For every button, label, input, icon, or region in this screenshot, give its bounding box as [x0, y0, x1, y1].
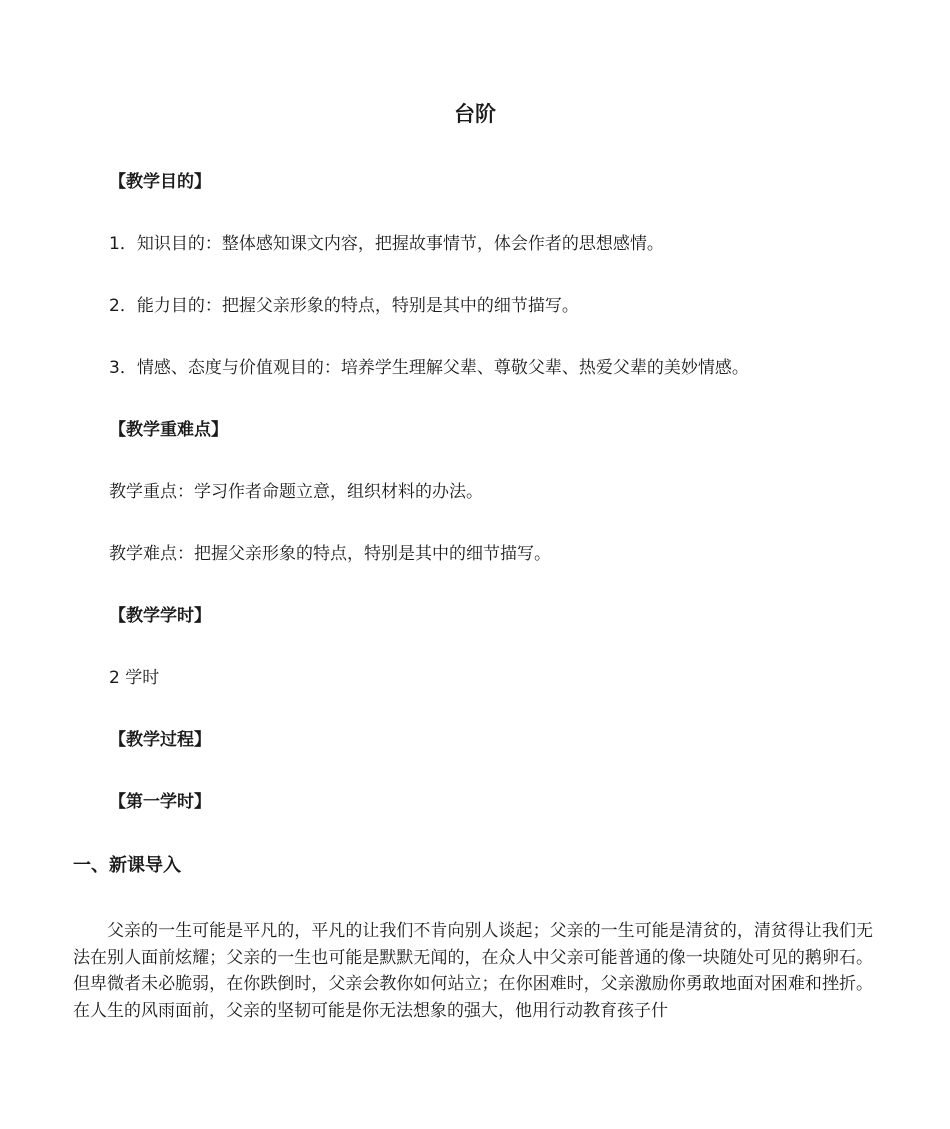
process-heading: 【教学过程】 [109, 730, 211, 750]
hours-heading: 【教学学时】 [109, 606, 211, 626]
objectives-heading: 【教学目的】 [109, 172, 211, 192]
teaching-hours: 2 学时 [109, 668, 160, 688]
keypoints-heading: 【教学重难点】 [109, 420, 228, 440]
teaching-difficulty: 教学难点：把握父亲形象的特点，特别是其中的细节描写。 [109, 544, 551, 564]
objective-2: 2．能力目的：把握父亲形象的特点，特别是其中的细节描写。 [109, 296, 579, 316]
objective-3: 3．情感、态度与价值观目的：培养学生理解父辈、尊敬父辈、热爱父辈的美妙情感。 [109, 358, 749, 378]
intro-paragraph: 父亲的一生可能是平凡的，平凡的让我们不肯向别人谈起；父亲的一生可能是清贫的，清贫得让我们无法在别人面前炫耀；父亲的一生也可能是默默无闻的，在众人中父亲可能普通的像一块随处可见的鹅卵石。但卑微者未必脆弱，在你跌倒时，父亲会教你如何站立；在你困难时，父亲激励你勇敢地面对困难和挫折。在人生的风雨面前，父亲的坚韧可能是你无法想象的强大，他用行动教育孩子什 [73, 921, 873, 1021]
teaching-keypoint: 教学重点：学习作者命题立意，组织材料的办法。 [109, 482, 483, 502]
first-hour-heading: 【第一学时】 [109, 792, 211, 812]
intro-heading: 一、新课导入 [73, 855, 181, 876]
objective-1: 1．知识目的：整体感知课文内容，把握故事情节，体会作者的思想感情。 [109, 234, 664, 254]
document-title: 台阶 [454, 102, 496, 126]
